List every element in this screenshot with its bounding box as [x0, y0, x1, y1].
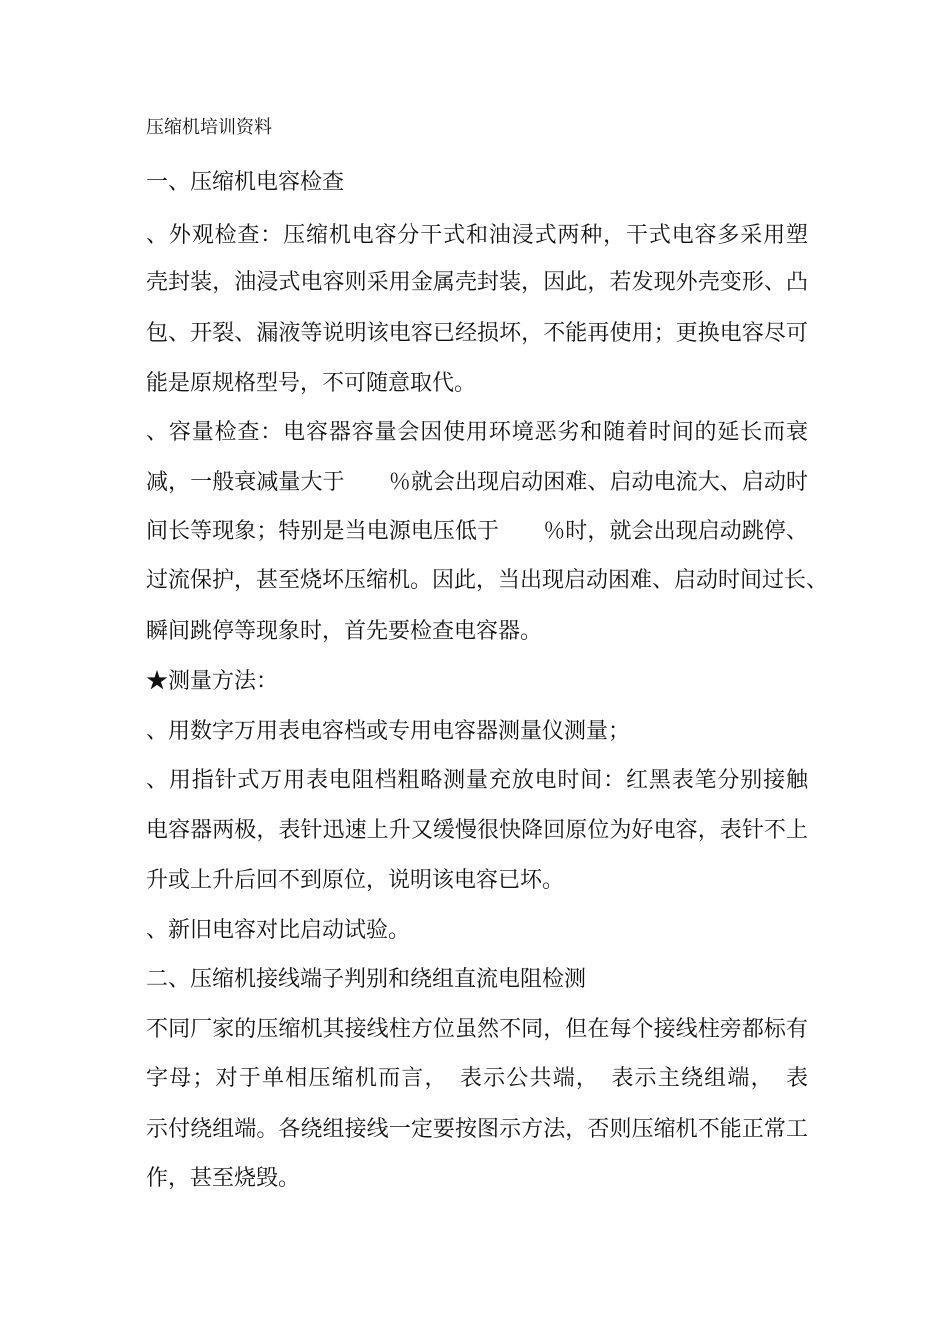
- measure-method-heading: ★测量方法：: [146, 669, 279, 694]
- paragraph-line: 、用数字万用表电容档或专用电容器测量仪测量；: [146, 719, 631, 744]
- paragraph-line: 壳封装，油浸式电容则采用金属壳封装，因此，若发现外壳变形、凸: [146, 270, 808, 295]
- paragraph-line: 作，甚至烧毁。: [146, 1166, 301, 1191]
- heading-terminal-identification: 二、压缩机接线端子判别和绕组直流电阻检测: [146, 967, 587, 992]
- paragraph-line: 能是原规格型号，不可随意取代。: [146, 371, 477, 396]
- paragraph-line: 、新旧电容对比启动试验。: [146, 918, 411, 943]
- document-title: 压缩机培训资料: [146, 117, 272, 138]
- paragraph-line: 、容量检查：电容器容量会因使用环境恶劣和随着时间的延长而衰: [146, 420, 808, 445]
- paragraph-line: 示付绕组端。各绕组接线一定要按图示方法，否则压缩机不能正常工: [146, 1117, 808, 1142]
- paragraph-line: 瞬间跳停等现象时，首先要检查电容器。: [146, 619, 543, 644]
- paragraph-line: 电容器两极，表针迅速上升又缓慢很快降回原位为好电容，表针不上: [146, 818, 808, 843]
- paragraph-line: 包、开裂、漏液等说明该电容已经损坏，不能再使用；更换电容尽可: [146, 321, 808, 346]
- paragraph-line: 不同厂家的压缩机其接线柱方位虽然不同，但在每个接线柱旁都标有: [146, 1017, 808, 1042]
- paragraph-line: 、用指针式万用表电阻档粗略测量充放电时间：红黑表笔分别接触: [146, 768, 808, 793]
- paragraph-line: 字母；对于单相压缩机而言， 表示公共端， 表示主绕组端， 表: [146, 1066, 808, 1091]
- paragraph-line: 间长等现象；特别是当电源电压低于 ％时，就会出现启动跳停、: [146, 519, 808, 544]
- heading-capacitor-check: 一、压缩机电容检查: [146, 170, 345, 195]
- paragraph-line: 升或上升后回不到原位，说明该电容已坏。: [146, 868, 565, 893]
- paragraph-line: 减，一般衰减量大于 ％就会出现启动困难、启动电流大、启动时: [146, 470, 808, 495]
- paragraph-line: 过流保护，甚至烧坏压缩机。因此，当出现启动困难、启动时间过长、: [146, 568, 829, 593]
- paragraph-line: 、外观检查：压缩机电容分干式和油浸式两种，干式电容多采用塑: [146, 223, 808, 248]
